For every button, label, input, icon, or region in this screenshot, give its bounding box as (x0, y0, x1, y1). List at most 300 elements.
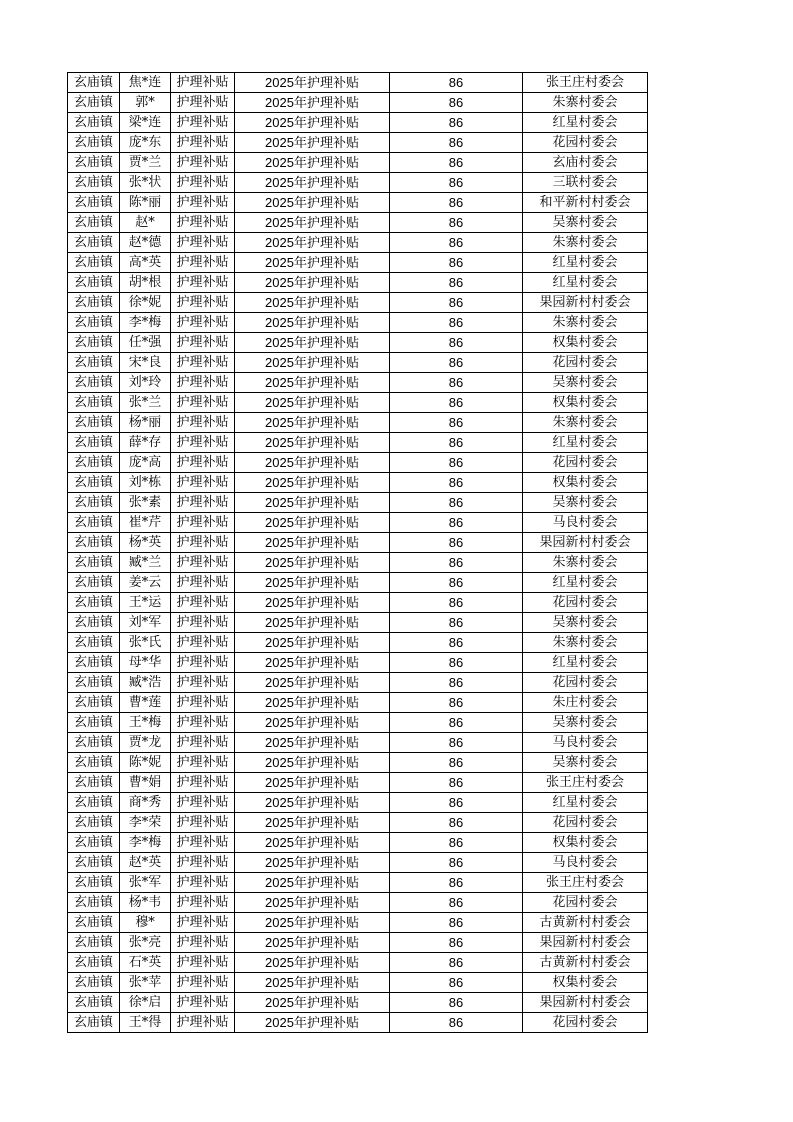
subsidy-item-cell: 2025年护理补贴 (235, 333, 390, 353)
table-row (68, 93, 648, 113)
town-cell: 玄庙镇 (68, 313, 120, 333)
name-cell: 杨*丽 (120, 413, 171, 433)
subsidy-type-cell: 护理补贴 (171, 893, 235, 913)
amount-cell: 86 (390, 893, 523, 913)
table-row (68, 793, 648, 813)
subsidy-type-cell: 护理补贴 (171, 913, 235, 933)
name-cell: 薛*存 (120, 433, 171, 453)
subsidy-item-cell: 2025年护理补贴 (235, 313, 390, 333)
village-cell: 权集村委会 (523, 333, 648, 353)
name-cell: 张*状 (120, 173, 171, 193)
table-row (68, 473, 648, 493)
table-row (68, 293, 648, 313)
subsidy-item-cell: 2025年护理补贴 (235, 933, 390, 953)
subsidy-type-cell: 护理补贴 (171, 653, 235, 673)
town-cell: 玄庙镇 (68, 913, 120, 933)
town-cell: 玄庙镇 (68, 733, 120, 753)
town-cell: 玄庙镇 (68, 773, 120, 793)
amount-cell: 86 (390, 1013, 523, 1033)
village-cell: 朱寨村委会 (523, 233, 648, 253)
table-row (68, 193, 648, 213)
village-cell: 权集村委会 (523, 393, 648, 413)
village-cell: 红星村委会 (523, 653, 648, 673)
name-cell: 姜*云 (120, 573, 171, 593)
village-cell: 玄庙村委会 (523, 153, 648, 173)
name-cell: 张*亮 (120, 933, 171, 953)
village-cell: 朱寨村委会 (523, 413, 648, 433)
village-cell: 吴寨村委会 (523, 613, 648, 633)
town-cell: 玄庙镇 (68, 973, 120, 993)
table-row (68, 413, 648, 433)
subsidy-item-cell: 2025年护理补贴 (235, 193, 390, 213)
subsidy-type-cell: 护理补贴 (171, 113, 235, 133)
town-cell: 玄庙镇 (68, 933, 120, 953)
village-cell: 古黄新村村委会 (523, 953, 648, 973)
subsidy-type-cell: 护理补贴 (171, 233, 235, 253)
subsidy-type-cell: 护理补贴 (171, 833, 235, 853)
village-cell: 权集村委会 (523, 833, 648, 853)
village-cell: 花园村委会 (523, 813, 648, 833)
town-cell: 玄庙镇 (68, 993, 120, 1013)
subsidy-item-cell: 2025年护理补贴 (235, 213, 390, 233)
amount-cell: 86 (390, 953, 523, 973)
table-row (68, 813, 648, 833)
subsidy-item-cell: 2025年护理补贴 (235, 573, 390, 593)
town-cell: 玄庙镇 (68, 533, 120, 553)
village-cell: 朱寨村委会 (523, 93, 648, 113)
village-cell: 红星村委会 (523, 433, 648, 453)
name-cell: 陈*妮 (120, 753, 171, 773)
amount-cell: 86 (390, 73, 523, 93)
town-cell: 玄庙镇 (68, 393, 120, 413)
amount-cell: 86 (390, 673, 523, 693)
table-body (68, 73, 648, 1033)
amount-cell: 86 (390, 613, 523, 633)
amount-cell: 86 (390, 133, 523, 153)
name-cell: 杨*韦 (120, 893, 171, 913)
town-cell: 玄庙镇 (68, 893, 120, 913)
town-cell: 玄庙镇 (68, 353, 120, 373)
name-cell: 曹*娟 (120, 773, 171, 793)
table-row (68, 833, 648, 853)
amount-cell: 86 (390, 653, 523, 673)
subsidy-type-cell: 护理补贴 (171, 553, 235, 573)
name-cell: 母*华 (120, 653, 171, 673)
table-row (68, 173, 648, 193)
subsidy-type-cell: 护理补贴 (171, 393, 235, 413)
subsidy-item-cell: 2025年护理补贴 (235, 73, 390, 93)
subsidy-type-cell: 护理补贴 (171, 213, 235, 233)
amount-cell: 86 (390, 373, 523, 393)
town-cell: 玄庙镇 (68, 93, 120, 113)
subsidy-type-cell: 护理补贴 (171, 753, 235, 773)
subsidy-type-cell: 护理补贴 (171, 953, 235, 973)
town-cell: 玄庙镇 (68, 673, 120, 693)
subsidy-type-cell: 护理补贴 (171, 933, 235, 953)
village-cell: 花园村委会 (523, 453, 648, 473)
town-cell: 玄庙镇 (68, 73, 120, 93)
village-cell: 三联村委会 (523, 173, 648, 193)
table-row (68, 433, 648, 453)
table-row (68, 593, 648, 613)
name-cell: 张*兰 (120, 393, 171, 413)
amount-cell: 86 (390, 993, 523, 1013)
name-cell: 胡*根 (120, 273, 171, 293)
subsidy-item-cell: 2025年护理补贴 (235, 673, 390, 693)
amount-cell: 86 (390, 833, 523, 853)
amount-cell: 86 (390, 693, 523, 713)
village-cell: 果园新村村委会 (523, 533, 648, 553)
amount-cell: 86 (390, 173, 523, 193)
subsidy-item-cell: 2025年护理补贴 (235, 993, 390, 1013)
subsidy-item-cell: 2025年护理补贴 (235, 353, 390, 373)
name-cell: 张*素 (120, 493, 171, 513)
subsidy-item-cell: 2025年护理补贴 (235, 833, 390, 853)
table-row (68, 213, 648, 233)
subsidy-type-cell: 护理补贴 (171, 313, 235, 333)
subsidy-type-cell: 护理补贴 (171, 273, 235, 293)
subsidy-item-cell: 2025年护理补贴 (235, 733, 390, 753)
table-row (68, 1013, 648, 1033)
amount-cell: 86 (390, 293, 523, 313)
village-cell: 张王庄村委会 (523, 773, 648, 793)
name-cell: 穆* (120, 913, 171, 933)
subsidy-item-cell: 2025年护理补贴 (235, 453, 390, 473)
village-cell: 吴寨村委会 (523, 213, 648, 233)
table-row (68, 533, 648, 553)
subsidy-item-cell: 2025年护理补贴 (235, 793, 390, 813)
table-row (68, 553, 648, 573)
table-row (68, 113, 648, 133)
name-cell: 庞*东 (120, 133, 171, 153)
subsidy-item-cell: 2025年护理补贴 (235, 853, 390, 873)
village-cell: 吴寨村委会 (523, 493, 648, 513)
subsidy-type-cell: 护理补贴 (171, 153, 235, 173)
amount-cell: 86 (390, 793, 523, 813)
amount-cell: 86 (390, 753, 523, 773)
subsidy-item-cell: 2025年护理补贴 (235, 293, 390, 313)
town-cell: 玄庙镇 (68, 793, 120, 813)
name-cell: 贾*兰 (120, 153, 171, 173)
subsidy-type-cell: 护理补贴 (171, 473, 235, 493)
village-cell: 红星村委会 (523, 113, 648, 133)
table-row (68, 333, 648, 353)
name-cell: 高*英 (120, 253, 171, 273)
subsidy-type-cell: 护理补贴 (171, 253, 235, 273)
village-cell: 红星村委会 (523, 793, 648, 813)
subsidy-item-cell: 2025年护理补贴 (235, 133, 390, 153)
name-cell: 王*得 (120, 1013, 171, 1033)
name-cell: 刘*玲 (120, 373, 171, 393)
name-cell: 臧*兰 (120, 553, 171, 573)
name-cell: 赵* (120, 213, 171, 233)
name-cell: 贾*龙 (120, 733, 171, 753)
name-cell: 张*苹 (120, 973, 171, 993)
table-row (68, 73, 648, 93)
amount-cell: 86 (390, 93, 523, 113)
town-cell: 玄庙镇 (68, 753, 120, 773)
subsidy-type-cell: 护理补贴 (171, 493, 235, 513)
name-cell: 徐*启 (120, 993, 171, 1013)
amount-cell: 86 (390, 113, 523, 133)
subsidy-type-cell: 护理补贴 (171, 533, 235, 553)
amount-cell: 86 (390, 333, 523, 353)
amount-cell: 86 (390, 773, 523, 793)
table-row (68, 653, 648, 673)
amount-cell: 86 (390, 713, 523, 733)
subsidy-item-cell: 2025年护理补贴 (235, 813, 390, 833)
town-cell: 玄庙镇 (68, 553, 120, 573)
table-row (68, 693, 648, 713)
town-cell: 玄庙镇 (68, 593, 120, 613)
table-row (68, 493, 648, 513)
amount-cell: 86 (390, 873, 523, 893)
table-row (68, 233, 648, 253)
village-cell: 花园村委会 (523, 593, 648, 613)
subsidy-item-cell: 2025年护理补贴 (235, 533, 390, 553)
town-cell: 玄庙镇 (68, 113, 120, 133)
town-cell: 玄庙镇 (68, 873, 120, 893)
town-cell: 玄庙镇 (68, 613, 120, 633)
subsidy-type-cell: 护理补贴 (171, 673, 235, 693)
town-cell: 玄庙镇 (68, 853, 120, 873)
town-cell: 玄庙镇 (68, 573, 120, 593)
subsidy-item-cell: 2025年护理补贴 (235, 553, 390, 573)
town-cell: 玄庙镇 (68, 713, 120, 733)
town-cell: 玄庙镇 (68, 473, 120, 493)
name-cell: 商*秀 (120, 793, 171, 813)
village-cell: 花园村委会 (523, 353, 648, 373)
village-cell: 吴寨村委会 (523, 753, 648, 773)
subsidy-type-cell: 护理补贴 (171, 433, 235, 453)
subsidy-type-cell: 护理补贴 (171, 733, 235, 753)
subsidy-item-cell: 2025年护理补贴 (235, 373, 390, 393)
village-cell: 果园新村村委会 (523, 293, 648, 313)
table-row (68, 673, 648, 693)
name-cell: 刘*栋 (120, 473, 171, 493)
name-cell: 刘*军 (120, 613, 171, 633)
village-cell: 权集村委会 (523, 973, 648, 993)
table-row (68, 393, 648, 413)
village-cell: 张王庄村委会 (523, 73, 648, 93)
subsidy-item-cell: 2025年护理补贴 (235, 693, 390, 713)
subsidy-type-cell: 护理补贴 (171, 1013, 235, 1033)
town-cell: 玄庙镇 (68, 173, 120, 193)
table-row (68, 373, 648, 393)
table-row (68, 313, 648, 333)
subsidy-item-cell: 2025年护理补贴 (235, 773, 390, 793)
subsidy-item-cell: 2025年护理补贴 (235, 93, 390, 113)
village-cell: 吴寨村委会 (523, 713, 648, 733)
amount-cell: 86 (390, 393, 523, 413)
amount-cell: 86 (390, 433, 523, 453)
town-cell: 玄庙镇 (68, 273, 120, 293)
subsidy-type-cell: 护理补贴 (171, 993, 235, 1013)
subsidy-item-cell: 2025年护理补贴 (235, 513, 390, 533)
name-cell: 陈*丽 (120, 193, 171, 213)
subsidy-type-cell: 护理补贴 (171, 73, 235, 93)
name-cell: 张*军 (120, 873, 171, 893)
village-cell: 马良村委会 (523, 733, 648, 753)
subsidy-type-cell: 护理补贴 (171, 773, 235, 793)
table-row (68, 133, 648, 153)
subsidy-type-cell: 护理补贴 (171, 633, 235, 653)
subsidy-type-cell: 护理补贴 (171, 793, 235, 813)
subsidy-type-cell: 护理补贴 (171, 373, 235, 393)
subsidy-type-cell: 护理补贴 (171, 853, 235, 873)
town-cell: 玄庙镇 (68, 213, 120, 233)
amount-cell: 86 (390, 453, 523, 473)
subsidy-item-cell: 2025年护理补贴 (235, 633, 390, 653)
name-cell: 崔*芹 (120, 513, 171, 533)
subsidy-type-cell: 护理补贴 (171, 333, 235, 353)
name-cell: 王*运 (120, 593, 171, 613)
town-cell: 玄庙镇 (68, 133, 120, 153)
village-cell: 红星村委会 (523, 573, 648, 593)
amount-cell: 86 (390, 633, 523, 653)
subsidy-type-cell: 护理补贴 (171, 573, 235, 593)
town-cell: 玄庙镇 (68, 453, 120, 473)
table-row (68, 353, 648, 373)
town-cell: 玄庙镇 (68, 633, 120, 653)
subsidy-type-cell: 护理补贴 (171, 613, 235, 633)
town-cell: 玄庙镇 (68, 153, 120, 173)
name-cell: 徐*妮 (120, 293, 171, 313)
subsidy-item-cell: 2025年护理补贴 (235, 493, 390, 513)
amount-cell: 86 (390, 253, 523, 273)
village-cell: 花园村委会 (523, 1013, 648, 1033)
amount-cell: 86 (390, 273, 523, 293)
village-cell: 花园村委会 (523, 673, 648, 693)
amount-cell: 86 (390, 553, 523, 573)
village-cell: 和平新村村委会 (523, 193, 648, 213)
subsidy-item-cell: 2025年护理补贴 (235, 973, 390, 993)
subsidy-item-cell: 2025年护理补贴 (235, 473, 390, 493)
subsidy-item-cell: 2025年护理补贴 (235, 173, 390, 193)
town-cell: 玄庙镇 (68, 953, 120, 973)
subsidy-item-cell: 2025年护理补贴 (235, 233, 390, 253)
amount-cell: 86 (390, 533, 523, 553)
town-cell: 玄庙镇 (68, 233, 120, 253)
name-cell: 宋*良 (120, 353, 171, 373)
town-cell: 玄庙镇 (68, 193, 120, 213)
town-cell: 玄庙镇 (68, 653, 120, 673)
table-row (68, 933, 648, 953)
table-row (68, 253, 648, 273)
table-row (68, 633, 648, 653)
table-row (68, 853, 648, 873)
table-row (68, 713, 648, 733)
subsidy-item-cell: 2025年护理补贴 (235, 1013, 390, 1033)
subsidy-item-cell: 2025年护理补贴 (235, 393, 390, 413)
subsidy-type-cell: 护理补贴 (171, 193, 235, 213)
village-cell: 果园新村村委会 (523, 993, 648, 1013)
amount-cell: 86 (390, 353, 523, 373)
amount-cell: 86 (390, 853, 523, 873)
name-cell: 臧*浩 (120, 673, 171, 693)
subsidy-type-cell: 护理补贴 (171, 93, 235, 113)
amount-cell: 86 (390, 153, 523, 173)
subsidy-type-cell: 护理补贴 (171, 813, 235, 833)
table-row (68, 953, 648, 973)
town-cell: 玄庙镇 (68, 373, 120, 393)
table-row (68, 993, 648, 1013)
subsidy-type-cell: 护理补贴 (171, 413, 235, 433)
village-cell: 马良村委会 (523, 853, 648, 873)
amount-cell: 86 (390, 593, 523, 613)
town-cell: 玄庙镇 (68, 433, 120, 453)
village-cell: 果园新村村委会 (523, 933, 648, 953)
name-cell: 李*荣 (120, 813, 171, 833)
name-cell: 梁*连 (120, 113, 171, 133)
subsidy-type-cell: 护理补贴 (171, 713, 235, 733)
name-cell: 赵*英 (120, 853, 171, 873)
name-cell: 焦*连 (120, 73, 171, 93)
subsidy-item-cell: 2025年护理补贴 (235, 653, 390, 673)
town-cell: 玄庙镇 (68, 813, 120, 833)
table-row (68, 513, 648, 533)
subsidy-item-cell: 2025年护理补贴 (235, 593, 390, 613)
village-cell: 张王庄村委会 (523, 873, 648, 893)
town-cell: 玄庙镇 (68, 493, 120, 513)
subsidy-item-cell: 2025年护理补贴 (235, 153, 390, 173)
name-cell: 庞*高 (120, 453, 171, 473)
table-row (68, 973, 648, 993)
subsidy-type-cell: 护理补贴 (171, 973, 235, 993)
amount-cell: 86 (390, 573, 523, 593)
subsidy-item-cell: 2025年护理补贴 (235, 613, 390, 633)
subsidy-item-cell: 2025年护理补贴 (235, 113, 390, 133)
village-cell: 吴寨村委会 (523, 373, 648, 393)
amount-cell: 86 (390, 473, 523, 493)
subsidy-item-cell: 2025年护理补贴 (235, 873, 390, 893)
amount-cell: 86 (390, 733, 523, 753)
table-row (68, 753, 648, 773)
amount-cell: 86 (390, 913, 523, 933)
amount-cell: 86 (390, 213, 523, 233)
amount-cell: 86 (390, 513, 523, 533)
name-cell: 李*梅 (120, 313, 171, 333)
village-cell: 花园村委会 (523, 893, 648, 913)
name-cell: 杨*英 (120, 533, 171, 553)
town-cell: 玄庙镇 (68, 333, 120, 353)
subsidy-type-cell: 护理补贴 (171, 513, 235, 533)
amount-cell: 86 (390, 313, 523, 333)
town-cell: 玄庙镇 (68, 833, 120, 853)
village-cell: 马良村委会 (523, 513, 648, 533)
amount-cell: 86 (390, 493, 523, 513)
table-row (68, 273, 648, 293)
subsidy-item-cell: 2025年护理补贴 (235, 273, 390, 293)
town-cell: 玄庙镇 (68, 253, 120, 273)
table-row (68, 613, 648, 633)
name-cell: 任*强 (120, 333, 171, 353)
town-cell: 玄庙镇 (68, 293, 120, 313)
amount-cell: 86 (390, 413, 523, 433)
name-cell: 石*英 (120, 953, 171, 973)
village-cell: 红星村委会 (523, 273, 648, 293)
table-row (68, 873, 648, 893)
village-cell: 朱庄村委会 (523, 693, 648, 713)
subsidy-item-cell: 2025年护理补贴 (235, 913, 390, 933)
amount-cell: 86 (390, 193, 523, 213)
subsidy-item-cell: 2025年护理补贴 (235, 893, 390, 913)
village-cell: 朱寨村委会 (523, 313, 648, 333)
subsidy-item-cell: 2025年护理补贴 (235, 433, 390, 453)
subsidy-type-cell: 护理补贴 (171, 173, 235, 193)
town-cell: 玄庙镇 (68, 413, 120, 433)
subsidy-type-cell: 护理补贴 (171, 133, 235, 153)
